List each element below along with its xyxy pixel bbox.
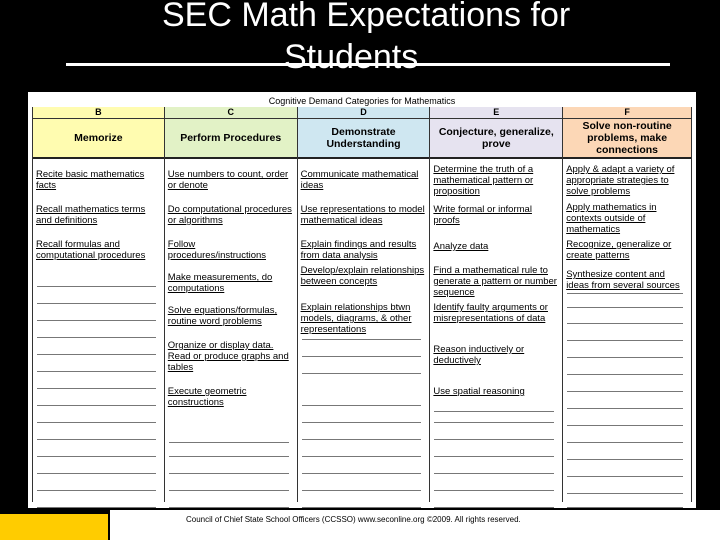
category-item: Develop/explain relationships between concepts xyxy=(300,265,425,287)
category-item: Explain findings and results from data analysis xyxy=(300,239,417,261)
table-grid xyxy=(32,107,692,502)
blank-line xyxy=(567,507,683,508)
column-heading: Perform Procedures xyxy=(165,119,297,159)
blank-line xyxy=(302,507,422,508)
slide-title xyxy=(0,0,720,90)
column-heading: Memorize xyxy=(33,119,164,159)
blank-line xyxy=(567,391,683,392)
blank-line xyxy=(169,456,289,457)
title-line-1: SEC Math Expectations for xyxy=(162,0,571,34)
category-item: Execute geometric constructions xyxy=(167,386,247,408)
category-item: Determine the truth of a mathematical pattern or proposition xyxy=(433,164,534,197)
blank-line xyxy=(37,507,156,508)
blank-line xyxy=(37,303,156,304)
column-c xyxy=(164,107,297,502)
blank-line xyxy=(37,439,156,440)
category-item: Communicate mathematical ideas xyxy=(300,169,419,191)
column-letter: B xyxy=(33,107,164,119)
column-heading: Conjecture, generalize, prove xyxy=(430,119,562,159)
blank-line xyxy=(302,339,422,340)
blank-line xyxy=(37,371,156,372)
blank-line xyxy=(302,439,422,440)
column-letter: E xyxy=(430,107,562,119)
category-item: Recall formulas and computational procedures xyxy=(36,239,146,261)
column-letter: C xyxy=(165,107,297,119)
blank-line xyxy=(302,473,422,474)
category-item: Recognize, generalize or create patterns xyxy=(566,239,672,261)
category-item: Use spatial reasoning xyxy=(433,386,525,397)
category-item: Explain relationships btwn models, diagrams, & other representations xyxy=(300,302,412,335)
category-item: Follow procedures/instructions xyxy=(167,239,267,261)
blank-line xyxy=(434,507,554,508)
blank-line xyxy=(37,286,156,287)
category-item: Recite basic mathematics facts xyxy=(36,169,145,191)
cognitive-demand-table xyxy=(28,92,696,508)
column-b xyxy=(32,107,164,502)
blank-line xyxy=(169,473,289,474)
category-item: Solve equations/formulas, routine word problems xyxy=(167,305,278,327)
blank-line xyxy=(567,340,683,341)
category-item: Apply & adapt a variety of appropriate strategies to solve problems xyxy=(566,164,675,197)
blank-line xyxy=(37,456,156,457)
blank-line xyxy=(302,456,422,457)
category-item: Apply mathematics in contexts outside of mathematics xyxy=(566,202,657,235)
blank-line xyxy=(567,493,683,494)
column-heading: Solve non-routine problems, make connections xyxy=(563,119,691,159)
blank-line xyxy=(434,473,554,474)
blank-line xyxy=(37,405,156,406)
title-line-2: Students xyxy=(284,38,419,76)
blank-line xyxy=(434,422,554,423)
category-item: Make measurements, do computations xyxy=(167,272,273,294)
blank-line xyxy=(567,459,683,460)
accent-box xyxy=(0,514,108,540)
blank-line xyxy=(567,408,683,409)
blank-line xyxy=(434,411,554,412)
blank-line xyxy=(567,323,683,324)
column-f xyxy=(562,107,692,502)
blank-line xyxy=(37,354,156,355)
blank-line xyxy=(567,357,683,358)
category-item: Write formal or informal proofs xyxy=(433,204,532,226)
column-e xyxy=(429,107,562,502)
blank-line xyxy=(37,337,156,338)
column-d xyxy=(297,107,430,502)
blank-line xyxy=(37,320,156,321)
table-title: Cognitive Demand Categories for Mathematics xyxy=(268,96,456,106)
blank-line xyxy=(434,456,554,457)
blank-line xyxy=(169,442,289,443)
copyright-footer: Council of Chief State School Officers (CCSSO) www.seconline.org ©2009. All rights reserved. xyxy=(186,515,521,524)
category-item: Analyze data xyxy=(433,241,489,252)
column-heading: Demonstrate Understanding xyxy=(298,119,430,159)
category-item: Use numbers to count, order or denote xyxy=(167,169,289,191)
category-item: Reason inductively or deductively xyxy=(433,344,525,366)
blank-line xyxy=(37,490,156,491)
column-letter: F xyxy=(563,107,691,119)
blank-line xyxy=(169,490,289,491)
blank-line xyxy=(567,293,683,294)
blank-line xyxy=(302,356,422,357)
blank-line xyxy=(567,425,683,426)
blank-line xyxy=(567,374,683,375)
blank-line xyxy=(302,405,422,406)
blank-line xyxy=(434,439,554,440)
category-item: Synthesize content and ideas from several sources xyxy=(566,269,680,291)
category-item: Do computational procedures or algorithms xyxy=(167,204,292,226)
blank-line xyxy=(37,388,156,389)
blank-line xyxy=(169,507,289,508)
blank-line xyxy=(302,422,422,423)
blank-line xyxy=(302,373,422,374)
column-letter: D xyxy=(298,107,430,119)
blank-line xyxy=(434,490,554,491)
blank-line xyxy=(37,473,156,474)
blank-line xyxy=(567,442,683,443)
blank-line xyxy=(567,307,683,308)
category-item: Identify faulty arguments or misrepresentations of data xyxy=(433,302,548,324)
category-item: Find a mathematical rule to generate a pattern or number sequence xyxy=(433,265,557,298)
blank-line xyxy=(37,422,156,423)
blank-line xyxy=(567,476,683,477)
category-item: Use representations to model mathematical ideas xyxy=(300,204,425,226)
blank-line xyxy=(302,490,422,491)
category-item: Organize or display data. Read or produce graphs and tables xyxy=(167,340,289,373)
category-item: Recall mathematics terms and definitions xyxy=(36,204,146,226)
